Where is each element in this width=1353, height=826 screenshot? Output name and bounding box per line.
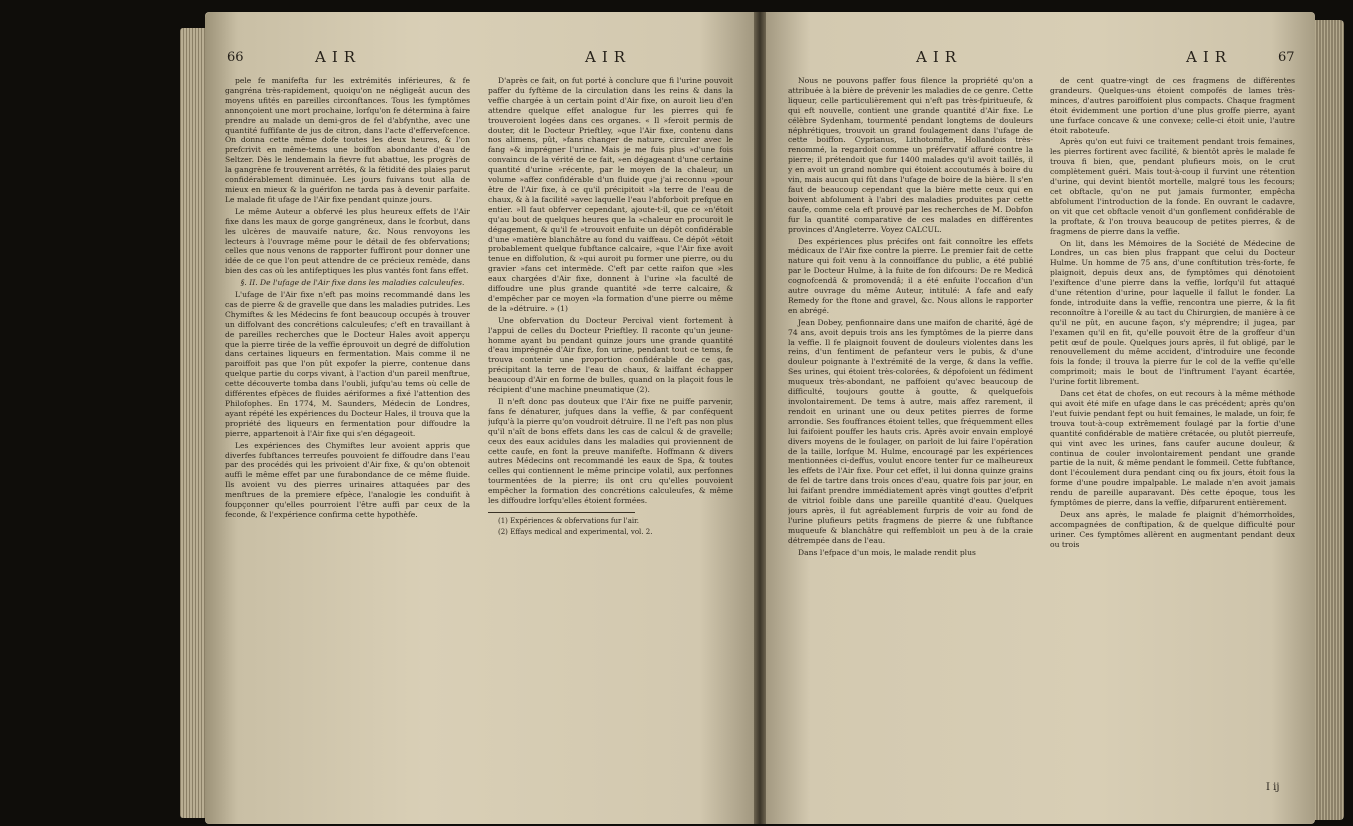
- paragraph: Les expériences des Chymiftes leur avoient appris que diverfes fubftances terreufes pouvoient fe diffoudre dans l'eau par des procédés qui les privoient d'Air fixe, & qu'on obtenoit auffi le même effet par une furabondance de ce même fluide. Ils avoient vu des pierres urinaires attaquées par des menftrues de la premiere efpèce, l'analogie les conduifit à foupçonner qu'elles pourroient l'être auffi par ceux de la feconde, & l'expérience confirma cette hypothèfe.: [225, 440, 470, 519]
- left-page-edges: [180, 28, 208, 818]
- paragraph: Après qu'on eut fuivi ce traitement pendant trois femaines, les pierres fortirent avec facilité, & bientôt après le malade fe trouva fi bien, que, pendant plufieurs mois, on le crut complètement guéri. Mais tout-à-coup il furvint une rétention d'urine, qui devint bientôt mortelle, malgré tous les fecours; cet obftacle, qu'on ne put jamais furmonter, empêcha abfolument l'introduction de la fonde. En ouvrant le cadavre, on vit que cet obftacle venoit d'un gonflement confidérable de la proftate, & l'on trouva beaucoup de petites pierres, & de fragmens de pierre dans la veffie.: [1050, 137, 1295, 236]
- book-spread: [205, 12, 1315, 824]
- paragraph: Une obfervation du Docteur Percival vient fortement à l'appui de celles du Docteur Prieftley. Il raconte qu'un jeune-homme ayant bu pendant quinze jours une grande quantité d'eau imprégnée d'Air fixe, fon urine, pendant tout ce tems, fe trouva contenir une proportion confidérable de ce gas, précipitant la terre de l'eau de chaux, & laiffant échapper beaucoup d'Air en forme de bulles, quand on la plaçoit fous le récipient d'une machine pneumatique (2).: [488, 315, 733, 395]
- left-running-head-1: AIR: [315, 48, 362, 66]
- left-column-1: [225, 76, 470, 776]
- left-page: [205, 12, 754, 824]
- right-column-2: [1050, 76, 1295, 776]
- right-page-edges: [1312, 20, 1344, 820]
- paragraph: Deux ans après, le malade fe plaignit d'hémorrhoïdes, accompagnées de conftipation, & de quelque difficulté pour uriner. Ces fymptômes allèrent en augmentant pendant deux ou trois: [1050, 509, 1295, 549]
- paragraph: Des expériences plus précifes ont fait connoître les effets médicaux de l'Air fixe contre la pierre. Le premier fait de cette nature qui foit venu à la connoiffance du public, a été publié par le Docteur Hulme, à la fuite de fon difcours: De re Medicâ cognofcendâ & promovendâ; il a été enfuite l'occafion d'un autre ouvrage du même Auteur, intitulé: A fafe and eafy Remedy for the ftone and gravel, &c. Nous allons le rapporter en abrégé.: [788, 236, 1033, 315]
- right-running-head-2: AIR: [1186, 48, 1233, 66]
- footnote: (2) Effays medical and experimental, vol. 2.: [498, 527, 653, 536]
- paragraph: Dans l'efpace d'un mois, le malade rendit plus: [798, 547, 976, 557]
- paragraph: D'après ce fait, on fut porté à conclure que fi l'urine pouvoit paffer du fyftème de la circulation dans les reins & dans la veffie chargée à un certain point d'Air fixe, on auroit lieu d'en attendre quelque effet analogue fur les pierres qui fe trouveroient logées dans ces organes. « Il »feroit permis de douter, dit le Docteur Prieftley, »que l'Air fixe, contenu dans nos alimens, pût, »fans changer de nature, circuler avec le fang »& imprégner l'urine. Mais je me fuis plus »d'une fois convaincu de la vérité de ce fait, »en dégageant d'une certaine quantité d'urine »récente, par le moyen de la chaleur, un volume »affez confidérable d'un fluide que j'ai reconnu »pour être de l'Air fixe, à ce qu'il précipitoit »la terre de l'eau de chaux, & à la facilité »avec laquelle l'eau l'abforboit prefque en entier. »Il faut obferver cependant, ajoute-t-il, que ce »n'étoit qu'au bout de quelques heures que la »chaleur en procuroit le dégagement, & qu'il fe »trouvoit enfuite un dépôt confidérable d'une »matière blanchâtre au fond du vaiffeau. Ce dépôt »étoit probablement quelque fubftance calcaire, »que l'Air fixe avoit tenue en diffolution, & »qui auroit pu former une pierre, ou du gravier »fans cet intermède. C'eft par cette raifon que »les eaux chargées d'Air fixe, donnent à l'urine »la faculté de diffoudre une plus grande quantité »de terre calcaire, & d'empêcher par ce moyen »la formation d'une pierre ou même de la »détruire. » (1): [488, 76, 733, 313]
- section-heading: §. II. De l'ufage de l'Air fixe dans les maladies calculeufes.: [240, 278, 465, 288]
- paragraph: Le même Auteur a obfervé les plus heureux effets de l'Air fixe dans les maux de gorge gangréneux, dans le fcorbut, dans les ulcères de mauvaife nature, &c. Nous renvoyons les lecteurs à l'ouvrage même pour le détail de fes obfervations; celles que nous venons de rapporter fuffiront pour donner une idée de ce que l'on peut attendre de ce précieux remède, dans bien des cas où les antifeptiques les plus vantés font fans effet.: [225, 206, 470, 276]
- right-column-1: [788, 76, 1033, 776]
- left-page-number: 66: [227, 50, 244, 65]
- paragraph: On lit, dans les Mémoires de la Société de Médecine de Londres, un cas bien plus frappant que celui du Docteur Hulme. Un homme de 75 ans, d'une conftitution très-forte, fe plaignoit, depuis deux ans, de fymptômes qui dénotoient l'exiftence d'une pierre dans la veffie, lorfqu'il fut attaqué d'une rétention d'urine, pour laquelle il fallut le fonder. La fonde, introduite dans la veffie, rencontra une pierre, & la fit reconnoître à l'oreille & au tact du Chirurgien, de manière à ce qu'il ne pût, en aucune façon, s'y méprendre; il jugea, par l'examen qu'il en fit, qu'elle pouvoit être de la groffeur d'un petit œuf de poule. Quelques jours après, il fut obligé, par le renouvellement du même accident, d'introduire une feconde fois la fonde; il trouva la pierre fur le col de la veffie qu'elle comprimoit; mais le bout de l'inftrument l'ayant écartée, l'urine fortit librement.: [1050, 238, 1295, 387]
- right-page-number: 67: [1278, 50, 1295, 65]
- signature-mark: I ij: [1266, 782, 1280, 793]
- paragraph: Il n'eft donc pas douteux que l'Air fixe ne puiffe parvenir, fans fe dénaturer, jufques dans la veffie, & par conféquent jufqu'à la pierre qu'on voudroit détruire. Il ne l'eft pas non plus qu'il n'aît de bons effets dans les cas de calcul & de gravelle; ceux des eaux acidules dans les maladies qui proviennent de cette caufe, en font la preuve manifefte. Hoffmann & divers autres Médecins ont recommandé les eaux de Spa, & toutes celles qui contiennent le même principe volatil, aux perfonnes tourmentées de la pierre; ils ont cru qu'elles pouvoient empêcher la formation des concrétions calculeufes, & même les diffoudre lorfqu'elles étoient formées.: [488, 397, 733, 506]
- right-page: [766, 12, 1315, 824]
- paragraph: Dans cet état de chofes, on eut recours à la même méthode qui avoit été mife en ufage dans le cas précédent; après qu'on l'eut fuivie pendant fept ou huit femaines, le malade, un foir, fe trouva tout-à-coup extrêmement foulagé par la fortie d'une quantité confidérable de matière crétacée, ou plutôt pierreufe, qui vint avec les urines, fans caufer aucune douleur, & continua de couler involontairement pendant une grande partie de la nuit, & même pendant le fommeil. Cette fubftance, dont l'écoulement dura pendant cinq ou fix jours, étoit fous la forme d'une poudre impalpable. Le malade n'en avoit jamais rendu de pareille auparavant. Dès cette époque, tous les fymptômes de pierre, dans la veffie, difparurent entièrement.: [1050, 389, 1295, 508]
- left-column-2: [488, 76, 733, 776]
- left-running-head-2: AIR: [585, 48, 632, 66]
- paragraph: Jean Dobey, penfionnaire dans une maifon de charité, âgé de 74 ans, avoit depuis trois ans les fymptômes de la pierre dans la veffie. Il fe plaignoit fouvent de douleurs violentes dans les reins, d'un fentiment de pefanteur vers le pubis, & d'une douleur poignante à l'extrémité de la verge, & dans la veffie. Ses urines, qui étoient très-colorées, & dépofoient un fédiment muqueux très-abondant, ne paffoient qu'avec beaucoup de difficulté, toujours goutte à goutte, & quelquefois involontairement. De tems à autre, mais affez rarement, il rendoit en urinant une ou deux petites pierres de forme arrondie. Ses fouffrances étoient telles, que fréquemment elles lui faifoient pouffer les hauts cris. Après avoir envain employé divers moyens de le foulager, on parloit de lui faire l'opération de la taille, lorfque M. Hulme, encouragé par les expériences mentionnées ci-deffus, voulut encore tenter fur ce malheureux les effets de l'Air fixe. Pour cet effet, il lui donna quinze grains de fel de tartre dans trois onces d'eau, quatre fois par jour, en lui faifant prendre immédiatement après vingt gouttes d'efprit de vitriol foible dans une pareille quantité d'eau. Quelques jours après, il fut agréablement furpris de voir au fond de l'urine plufieurs petits fragmens de pierre & une fubftance muqueufe & blanchâtre qui reffembloit un peu à de la craie détrempée dans de l'eau.: [788, 317, 1033, 545]
- footnote-rule: [488, 512, 635, 513]
- paragraph: Nous ne pouvons paffer fous filence la propriété qu'on a attribuée à la bière de prévenir les maladies de ce genre. Cette liqueur, celle particulièrement qui n'eft pas très-fpiritueufe, & qui eft nouvelle, contient une grande quantité d'Air fixe. Le célèbre Sydenham, tourmenté pendant longtems de douleurs néphrétiques, trouvoit un grand foulagement dans l'ufage de cette boiffon. Cyprianus, Lithotomifte, Hollandois très-renommé, la regardoit comme un préfervatif affuré contre la pierre; il prétendoit que fur 1400 malades qu'il avoit taillés, il y en avoit un grand nombre qui étoient accoutumés à boire du vin, mais aucun qui fût dans l'ufage de boire de la bière. Il s'en faut de beaucoup cependant que la bière mette ceux qui en boivent abfolument à l'abri des maladies produites par cette caufe, comme cela eft prouvé par les recherches de M. Dobfon fur la quantité comparative de ces malades en différentes provinces d'Angleterre. Voyez CALCUL.: [788, 76, 1033, 234]
- right-running-head-1: AIR: [916, 48, 963, 66]
- paragraph: de cent quatre-vingt de ces fragmens de différentes grandeurs. Quelques-uns étoient compofés de lames très-minces, d'autres paroiffoient plus compacts. Chaque fragment étoit évidemment une portion d'une plus groffe pierre, ayant une furface concave & une convexe; celle-ci étoit unie, l'autre étoit raboteufe.: [1050, 76, 1295, 135]
- footnote: (1) Expériences & obfervations fur l'air.: [498, 516, 639, 525]
- paragraph: L'ufage de l'Air fixe n'eft pas moins recommandé dans les cas de pierre & de gravelle que dans les maladies putrides. Les Chymiftes & les Médecins fe font beaucoup occupés à trouver un diffolvant des concrétions calculeufes; c'eft en travaillant à de pareilles recherches que le Docteur Hales avoit apperçu que la pierre tirée de la veffie éprouvoit un degré de diffolution dans certaines liqueurs en fermentation. Mais comme il ne paroiffoit pas que l'on pût expofer la pierre, contenue dans quelque partie du corps vivant, à l'action d'un pareil menftrue, cette découverte tomba dans l'oubli, jufqu'au tems où celle de différentes efpèces de fluides aériformes a fixé l'attention des Philofophes. En 1774, M. Saunders, Médecin de Londres, ayant répété les expériences du Docteur Hales, il trouva que la propriété des liqueurs en fermentation pour diffoudre la pierre, appartenoit à l'Air fixe qui s'en dégageoit.: [225, 290, 470, 438]
- paragraph: pele fe manifefta fur les extrémités inférieures, & fe gangréna très-rapidement, quoiqu'on ne négligeât aucun des moyens ufités en pareilles circonftances. Tous les fymptômes annonçoient une mort prochaine, lorfqu'on fe détermina à faire prendre au malade un demi-gros de fel d'abfynthe, avec une quantité fuffifante de jus de citron, dans l'acte d'effervefcence. On donna cette même dofe toutes les deux heures, & l'on prefcrivit en même-tems une boiffon abondante d'eau de Seltzer. Dès le lendemain la fievre fut abattue, les progrès de la gangrène fe trouverent arrêtés, & la fétidité des plaies parut confidérablement diminuée. Les jours fuivans tout alla de mieux en mieux & la guérifon ne tarda pas à devenir parfaite. Le malade fit ufage de l'Air fixe pendant quinze jours.: [225, 76, 470, 204]
- book-gutter: [754, 12, 766, 824]
